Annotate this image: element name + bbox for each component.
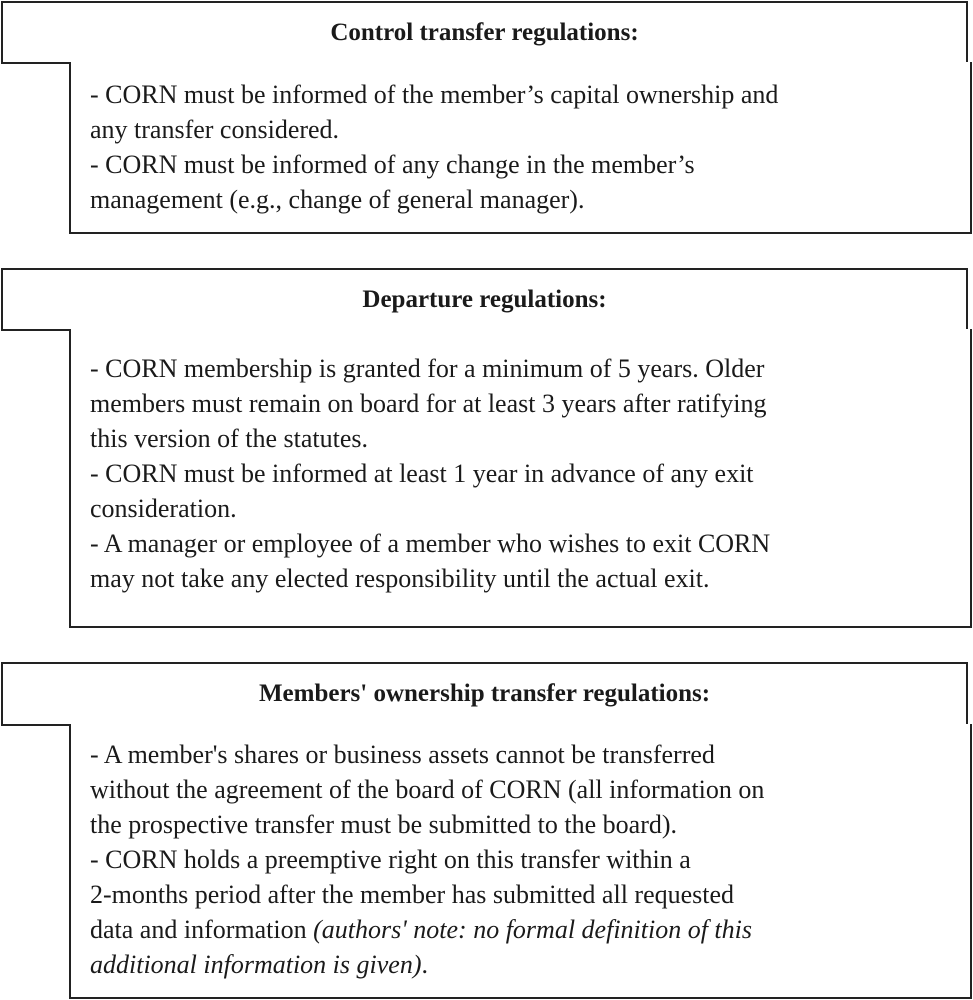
body-line: this version of the statutes. (90, 424, 369, 453)
body-text: data and information (90, 915, 314, 944)
body-line: without the agreement of the board of CORN (all information on (90, 775, 765, 804)
section-body-departure (69, 329, 972, 628)
body-line: management (e.g., change of general manager). (90, 185, 585, 214)
body-line: - CORN membership is granted for a minimum of 5 years. Older (90, 354, 765, 383)
body-line: members must remain on board for at least 3 years after ratifying (90, 389, 767, 418)
body-line (90, 912, 970, 947)
body-text: . (421, 950, 428, 979)
body-line: - CORN must be informed of any change in the member’s (90, 150, 695, 179)
body-line: - CORN must be informed at least 1 year in advance of any exit (90, 459, 754, 488)
body-line: - A member's shares or business assets cannot be transferred (90, 740, 715, 769)
authors-note: additional information is given) (90, 950, 422, 979)
section-title-departure: Departure regulations: (1, 268, 968, 331)
body-line: consideration. (90, 494, 237, 523)
section-body-ownership-transfer (69, 724, 972, 999)
body-line: may not take any elected responsibility until the actual exit. (90, 564, 710, 593)
body-line: the prospective transfer must be submitted to the board). (90, 810, 678, 839)
section-body-control-transfer (69, 62, 972, 234)
body-line: - CORN holds a preemptive right on this transfer within a (90, 845, 691, 874)
body-line: - A manager or employee of a member who wishes to exit CORN (90, 529, 771, 558)
body-line: - CORN must be informed of the member’s capital ownership and (90, 80, 779, 109)
body-line: 2-months period after the member has submitted all requested (90, 880, 735, 909)
authors-note: (authors' note: no formal definition of this (313, 915, 752, 944)
section-title-ownership-transfer: Members' ownership transfer regulations: (1, 662, 968, 726)
section-title-control-transfer: Control transfer regulations: (1, 1, 968, 64)
body-line: any transfer considered. (90, 115, 340, 144)
body-line (90, 947, 970, 982)
